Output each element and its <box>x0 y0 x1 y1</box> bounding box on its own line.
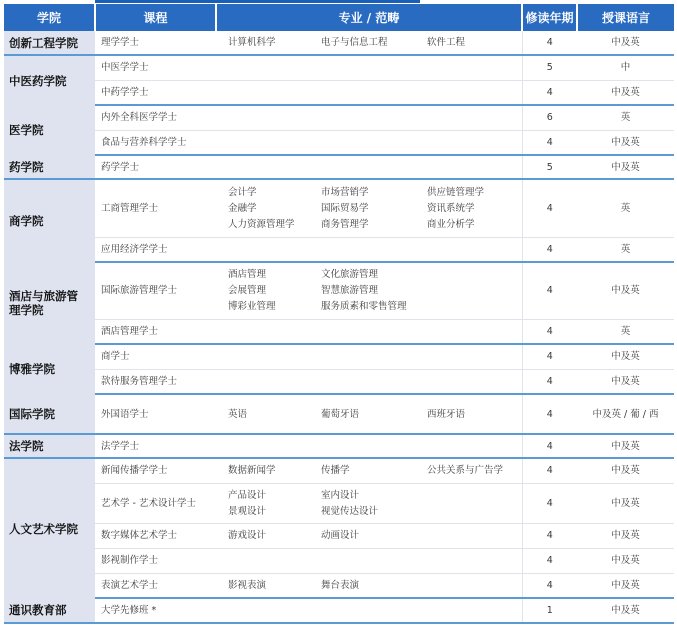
major-item: 会计学 <box>228 186 257 198</box>
school-name: 中医药学院 <box>4 55 95 105</box>
major-item: 室内设计 <box>321 489 360 501</box>
header-major: 专业 / 范畴 <box>216 4 522 31</box>
major-item: 计算机科学 <box>228 37 276 48</box>
major-item: 资讯系统学 <box>427 202 475 214</box>
course-name: 国际旅游管理学士 <box>95 262 216 319</box>
major-item: 传播学 <box>321 465 350 477</box>
major-cell <box>216 573 522 598</box>
major-list <box>228 408 522 421</box>
major-item: 博彩业管理 <box>228 301 276 313</box>
major-cell <box>216 130 522 155</box>
study-years: 4 <box>522 458 577 483</box>
major-list <box>228 579 522 592</box>
table-row <box>4 179 674 237</box>
major-cell <box>216 155 522 179</box>
teaching-language: 中及英 / 葡 / 西 <box>577 394 674 434</box>
major-cell <box>216 237 522 262</box>
study-years: 6 <box>522 105 577 130</box>
study-years: 1 <box>522 598 577 623</box>
table-row <box>4 523 674 548</box>
course-name: 数字媒体艺术学士 <box>95 523 216 548</box>
major-item: 游戏设计 <box>228 530 267 541</box>
major-cell <box>216 458 522 483</box>
school-name: 法学院 <box>4 434 95 458</box>
table-row <box>4 80 674 105</box>
course-name: 影视制作学士 <box>95 548 216 573</box>
major-item: 软件工程 <box>427 37 466 48</box>
table-row <box>4 155 674 179</box>
major-item: 商务管理学 <box>321 218 369 230</box>
study-years: 4 <box>522 262 577 319</box>
major-item: 文化旅游管理 <box>321 269 379 281</box>
school-name: 商学院 <box>4 179 95 262</box>
major-cell <box>216 598 522 623</box>
major-item <box>427 489 520 502</box>
major-item: 景观设计 <box>228 505 267 517</box>
header-row <box>4 4 674 31</box>
teaching-language: 中及英 <box>577 80 674 105</box>
major-item: 酒店管理 <box>228 269 267 281</box>
study-years: 5 <box>522 155 577 179</box>
course-name: 理学学士 <box>95 31 216 55</box>
teaching-language: 中 <box>577 55 674 80</box>
major-item: 商业分析学 <box>427 218 475 230</box>
course-name: 新闻传播学学士 <box>95 458 216 483</box>
school-name: 博雅学院 <box>4 344 95 394</box>
major-item: 人力资源管理学 <box>228 218 295 230</box>
study-years: 4 <box>522 523 577 548</box>
teaching-language: 中及英 <box>577 598 674 623</box>
teaching-language: 中及英 <box>577 523 674 548</box>
table-row <box>4 548 674 573</box>
teaching-language: 中及英 <box>577 262 674 319</box>
study-years: 4 <box>522 434 577 458</box>
table-row <box>4 130 674 155</box>
major-item: 服务质素和零售管理 <box>321 301 407 313</box>
course-name: 食品与营养科学学士 <box>95 130 216 155</box>
header-accent-line <box>95 0 420 3</box>
teaching-language: 中及英 <box>577 155 674 179</box>
major-item: 影视表演 <box>228 579 267 591</box>
study-years: 4 <box>522 179 577 237</box>
study-years: 4 <box>522 573 577 598</box>
major-item: 公共关系与广告学 <box>427 465 504 477</box>
study-years: 4 <box>522 237 577 262</box>
table-row <box>4 598 674 623</box>
course-name: 酒店管理学士 <box>95 319 216 344</box>
study-years: 4 <box>522 31 577 55</box>
major-item: 动画设计 <box>321 530 360 541</box>
major-item: 会展管理 <box>228 285 267 297</box>
table-row <box>4 369 674 394</box>
table-row <box>4 55 674 80</box>
table-row <box>4 344 674 369</box>
major-item <box>427 529 520 542</box>
header-language: 授课语言 <box>577 4 674 31</box>
major-item: 市场营销学 <box>321 186 369 198</box>
major-list <box>228 529 522 542</box>
major-item: 数据新闻学 <box>228 465 276 477</box>
major-item: 英语 <box>228 408 248 420</box>
school-name: 国际学院 <box>4 394 95 434</box>
major-cell <box>216 179 522 237</box>
course-name: 药学学士 <box>95 155 216 179</box>
table-row <box>4 434 674 458</box>
school-name: 创新工程学院 <box>4 31 95 55</box>
major-list <box>228 268 522 313</box>
major-cell <box>216 319 522 344</box>
course-name: 外国语学士 <box>95 394 216 434</box>
course-name: 商学士 <box>95 344 216 369</box>
table-row <box>4 262 674 319</box>
major-item: 国际贸易学 <box>321 202 369 214</box>
major-item: 智慧旅游管理 <box>321 285 379 297</box>
header-school: 学院 <box>4 4 95 31</box>
teaching-language: 中及英 <box>577 344 674 369</box>
course-name: 款待服务管理学士 <box>95 369 216 394</box>
major-cell <box>216 80 522 105</box>
table-row <box>4 105 674 130</box>
course-name: 中药学学士 <box>95 80 216 105</box>
major-list <box>228 186 522 231</box>
study-years: 4 <box>522 319 577 344</box>
study-years: 4 <box>522 394 577 434</box>
major-cell <box>216 369 522 394</box>
major-item <box>427 284 520 297</box>
major-item <box>427 268 520 281</box>
study-years: 4 <box>522 369 577 394</box>
header-years: 修读年期 <box>522 4 577 31</box>
teaching-language: 中及英 <box>577 483 674 523</box>
major-cell <box>216 483 522 523</box>
table-row <box>4 483 674 523</box>
major-cell <box>216 31 522 55</box>
teaching-language: 中及英 <box>577 31 674 55</box>
study-years: 4 <box>522 548 577 573</box>
teaching-language: 中及英 <box>577 130 674 155</box>
course-name: 工商管理学士 <box>95 179 216 237</box>
major-cell <box>216 344 522 369</box>
study-years: 5 <box>522 55 577 80</box>
teaching-language: 英 <box>577 105 674 130</box>
school-name: 药学院 <box>4 155 95 179</box>
major-cell <box>216 394 522 434</box>
course-name: 大学先修班 * <box>95 598 216 623</box>
table-row <box>4 458 674 483</box>
course-name: 艺术学 - 艺术设计学士 <box>95 483 216 523</box>
teaching-language: 英 <box>577 237 674 262</box>
major-list <box>228 489 522 518</box>
major-cell <box>216 548 522 573</box>
major-cell <box>216 434 522 458</box>
major-item: 葡萄牙语 <box>321 408 360 420</box>
school-name: 通识教育部 <box>4 598 95 623</box>
programme-table <box>4 4 674 624</box>
course-name: 中医学学士 <box>95 55 216 80</box>
teaching-language: 中及英 <box>577 573 674 598</box>
school-name: 人文艺术学院 <box>4 458 95 598</box>
teaching-language: 中及英 <box>577 434 674 458</box>
table-row <box>4 573 674 598</box>
study-years: 4 <box>522 344 577 369</box>
course-name: 内外全科医学学士 <box>95 105 216 130</box>
course-name: 应用经济学学士 <box>95 237 216 262</box>
course-name: 法学学士 <box>95 434 216 458</box>
major-cell <box>216 105 522 130</box>
school-name: 酒店与旅游管理学院 <box>4 262 95 344</box>
major-item <box>427 579 520 592</box>
major-item: 产品设计 <box>228 489 267 501</box>
school-name: 医学院 <box>4 105 95 155</box>
teaching-language: 中及英 <box>577 369 674 394</box>
table-body <box>4 31 674 623</box>
study-years: 4 <box>522 80 577 105</box>
major-cell <box>216 523 522 548</box>
major-cell <box>216 262 522 319</box>
teaching-language: 中及英 <box>577 548 674 573</box>
major-item: 视觉传达设计 <box>321 505 379 517</box>
header-course: 课程 <box>95 4 216 31</box>
major-cell <box>216 55 522 80</box>
table-row <box>4 237 674 262</box>
major-item <box>427 505 520 518</box>
teaching-language: 英 <box>577 319 674 344</box>
study-years: 4 <box>522 130 577 155</box>
table-row <box>4 319 674 344</box>
teaching-language: 中及英 <box>577 458 674 483</box>
major-item: 舞台表演 <box>321 579 360 591</box>
study-years: 4 <box>522 483 577 523</box>
major-list <box>228 36 522 49</box>
table-row <box>4 31 674 55</box>
major-list <box>228 464 522 477</box>
major-item <box>427 300 520 313</box>
table-row <box>4 394 674 434</box>
major-item: 供应链管理学 <box>427 186 485 198</box>
major-item: 西班牙语 <box>427 408 466 420</box>
teaching-language: 英 <box>577 179 674 237</box>
major-item: 电子与信息工程 <box>321 37 388 48</box>
major-item: 金融学 <box>228 202 257 214</box>
course-name: 表演艺术学士 <box>95 573 216 598</box>
